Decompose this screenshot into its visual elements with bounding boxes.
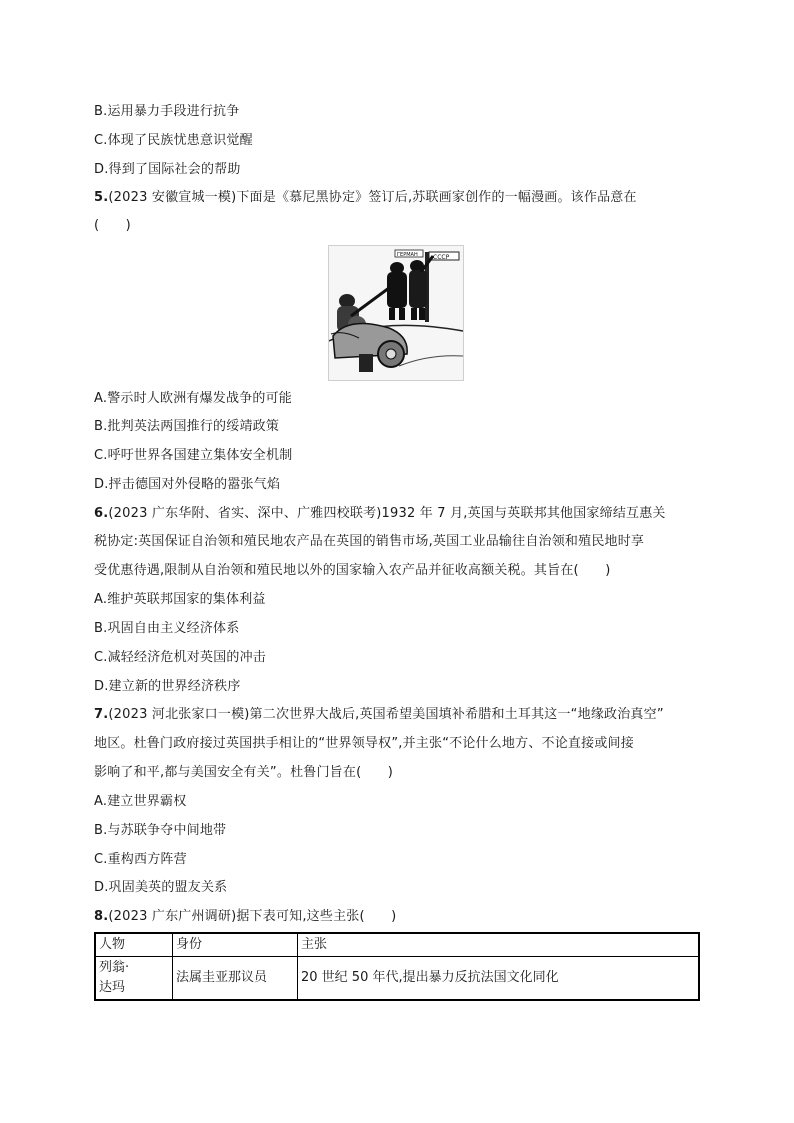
- option-b-prev: B.运用暴力手段进行抗争: [94, 104, 240, 119]
- question-5-number: 5.: [94, 190, 109, 205]
- question-7-option-c: C.重构西方阵营: [94, 852, 187, 867]
- question-6-option-b: B.巩固自由主义经济体系: [94, 621, 240, 636]
- question-6-text-2: 税协定:英国保证自治领和殖民地农产品在英国的销售市场,英国工业品输往自治领和殖民地时享: [94, 534, 645, 549]
- cartoon-image: [328, 245, 464, 381]
- question-6-number: 6.: [94, 506, 109, 521]
- question-7-option-a: A.建立世界霸权: [94, 794, 187, 809]
- question-7-text-2: 地区。杜鲁门政府接过英国拱手相让的“世界领导权”,并主张“不论什么地方、不论直接或间接: [94, 736, 634, 751]
- cartoon-drawing: [329, 246, 463, 380]
- question-7-number: 7.: [94, 707, 109, 722]
- question-6-text-1: (2023 广东华附、省实、深中、广雅四校联考)1932 年 7 月,英国与英联邦其他国家缔结互惠关: [108, 506, 666, 521]
- table-header-identity: 身份: [173, 933, 298, 957]
- question-7-option-d: D.巩固美英的盟友关系: [94, 880, 228, 895]
- question-5-option-c: C.呼吁世界各国建立集体安全机制: [94, 448, 293, 463]
- table-cell-person: 列翁· 达玛: [95, 957, 173, 1001]
- question-5-answer-paren: ( ): [94, 218, 131, 233]
- question-8-table: [94, 932, 700, 1001]
- question-5-option-d: D.抨击德国对外侵略的嚣张气焰: [94, 477, 281, 492]
- table-header-person: 人物: [95, 933, 173, 957]
- question-8-number: 8.: [94, 909, 109, 924]
- question-5-text: (2023 安徽宣城一模)下面是《慕尼黑协定》签订后,苏联画家创作的一幅漫画。该作品意在: [108, 190, 637, 205]
- question-6-stem-line1: [94, 505, 666, 523]
- table-cell-claim: 20 世纪 50 年代,提出暴力反抗法国文化同化: [298, 957, 700, 1001]
- question-7-text-3: 影响了和平,都与美国安全有关”。杜鲁门旨在( ): [94, 765, 394, 780]
- question-8-text: (2023 广东广州调研)据下表可知,这些主张( ): [108, 909, 397, 924]
- question-6-option-a: A.维护英联邦国家的集体利益: [94, 592, 266, 607]
- table-header-row: [95, 933, 699, 957]
- question-6-option-d: D.建立新的世界经济秩序: [94, 679, 241, 694]
- border-sign-text-small: ГЕРМАН: [397, 252, 418, 258]
- question-5-stem: [94, 189, 637, 207]
- question-7-stem-line1: [94, 706, 664, 724]
- table-header-claim: 主张: [298, 933, 700, 957]
- table-row: [95, 957, 699, 1001]
- option-d-prev: D.得到了国际社会的帮助: [94, 162, 241, 177]
- border-sign-text: СССР: [433, 254, 450, 261]
- question-7-text-1: (2023 河北张家口一模)第二次世界大战后,英国希望美国填补希腊和土耳其这一“地缘政治真空”: [108, 707, 664, 722]
- question-5-option-b: B.批判英法两国推行的绥靖政策: [94, 419, 280, 434]
- option-c-prev: C.体现了民族忧患意识觉醒: [94, 133, 253, 148]
- question-8-stem: [94, 908, 396, 926]
- question-7-option-b: B.与苏联争夺中间地带: [94, 823, 227, 838]
- question-6-option-c: C.减轻经济危机对英国的冲击: [94, 650, 267, 665]
- question-6-text-3: 受优惠待遇,限制从自治领和殖民地以外的国家输入农产品并征收高额关税。其旨在( ): [94, 563, 611, 578]
- table-cell-identity: 法属圭亚那议员: [173, 957, 298, 1001]
- question-5-option-a: A.警示时人欧洲有爆发战争的可能: [94, 391, 292, 406]
